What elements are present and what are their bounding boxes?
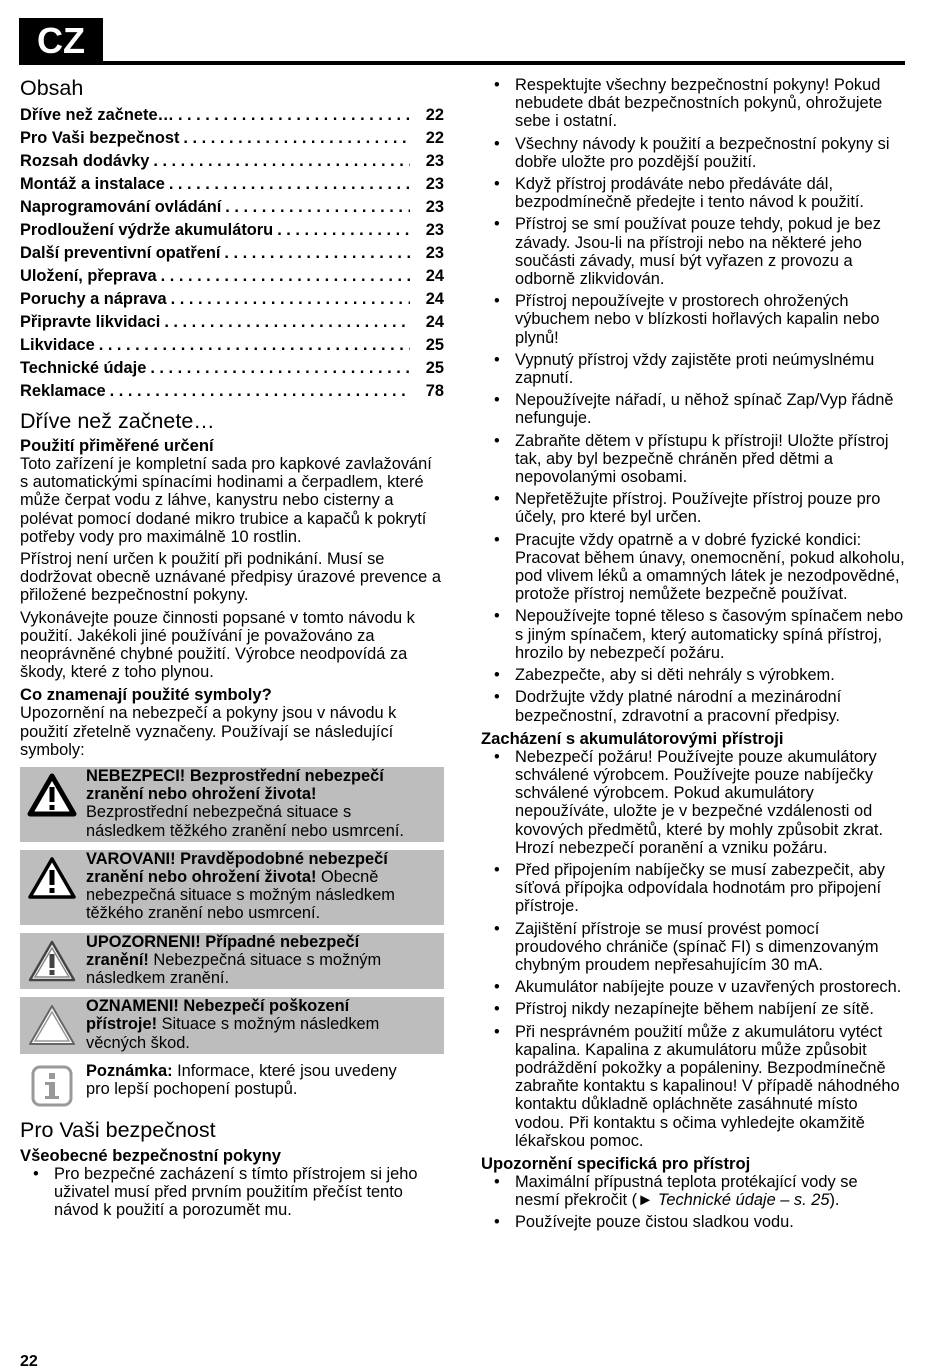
- usage-paragraph-1: Toto zařízení je kompletní sada pro kapkové zavlažování s automatickými spínacími hodinami a čerpadlem, které může čerpat vodu z láhve, kanystru nebo cisterny a polévat pomocí dodané mikro trubice a kapačů k pokrytí potřeby vody pro maximálně 10 rostlin.: [20, 455, 432, 546]
- specific-subheading: Upozornění specifická pro přístroj: [481, 1153, 751, 1173]
- toc-leader-dots: [183, 127, 410, 150]
- toc-entry[interactable]: [20, 196, 444, 219]
- list-item: [481, 490, 906, 526]
- toc-leader-dots: [164, 311, 410, 334]
- toc-entry-title: Prodloužení výdrže akumulátoru: [20, 221, 274, 239]
- danger-warning-icon: [20, 767, 84, 842]
- before-heading: Dříve než začnete…: [20, 409, 215, 433]
- notice-box-text: Situace s možným následkem věcných škod.: [86, 1015, 380, 1052]
- bullet-icon: •: [494, 978, 500, 997]
- list-item-text: Nebezpečí požáru! Používejte pouze akumulátory schválené výrobcem. Používejte pouze nabíječky schválené výrobcem. Pokud akumulátory nepoužíváte, uložte je v bezpečné vzdálenosti od kovových předmětů, které by mohly způsobit zkrat. Hrozí nebezpečí poranění a vzniku požáru.: [515, 747, 884, 857]
- bullet-icon: •: [494, 747, 500, 766]
- bullet-icon: •: [494, 431, 500, 450]
- toc-leader-dots: [153, 150, 410, 173]
- toc-entry[interactable]: [20, 357, 444, 380]
- caution-icon: [20, 933, 84, 990]
- battery-safety-list: [481, 748, 906, 1150]
- toc-leader-dots: [161, 265, 410, 288]
- list-item: [481, 1023, 906, 1150]
- list-item: [481, 861, 906, 916]
- list-item-text: Zajištění přístroje se musí provést pomocí proudového chrániče (spínač FI) s dimenzovaným chybným proudem nepřesahujícím 30 mA.: [515, 919, 879, 974]
- note-box-text: Informace, které jsou uvedeny pro lepší pochopení postupů.: [86, 1061, 397, 1099]
- list-item: [481, 391, 906, 427]
- list-item: [481, 607, 906, 662]
- toc-entry-page: 24: [425, 290, 444, 308]
- list-item: [481, 978, 906, 996]
- list-item: [481, 688, 906, 724]
- toc-leader-dots: [150, 357, 410, 380]
- list-item: [20, 1165, 444, 1220]
- bullet-icon: •: [494, 530, 500, 549]
- toc-entry-title: Pro Vaši bezpečnost: [20, 129, 180, 147]
- toc-entry-page: 24: [425, 267, 444, 285]
- danger-box: [20, 767, 444, 842]
- toc-entry-title: Poruchy a náprava: [20, 290, 167, 308]
- caution-box-title: UPOZORNENI! Případné nebezpečí zranění!: [86, 932, 360, 969]
- toc-entry-title: Dříve než začnete…: [20, 106, 174, 124]
- list-item-text: Pro bezpečné zacházení s tímto přístrojem si jeho uživatel musí před prvním použitím přečíst tento návod k použití a porozumět mu.: [54, 1164, 418, 1220]
- toc-leader-dots: [110, 380, 410, 403]
- header-rule: [19, 61, 905, 65]
- list-item-text: Zabezpečte, aby si děti nehrály s výrobkem.: [515, 666, 835, 685]
- list-item: [481, 215, 906, 288]
- list-item: [481, 351, 906, 387]
- general-safety-list-left: [20, 1165, 444, 1220]
- bullet-icon: •: [494, 919, 500, 938]
- toc-entry[interactable]: [20, 219, 444, 242]
- warning-box-text: Obecně nebezpečná situace s možným následkem těžkého zranění nebo usmrcení.: [86, 868, 395, 923]
- bullet-icon: •: [494, 350, 500, 369]
- list-item-text: Pracujte vždy opatrně a v dobré fyzické kondici: Pracovat během únavy, onemocnění, pokud alkoholu, pod vlivem léků a omamných látek je nezodpovědné, protože přístroj nemůžete bezpečně používat.: [515, 530, 905, 604]
- toc-entry-title: Likvidace: [20, 336, 95, 354]
- bullet-icon: •: [494, 1022, 500, 1041]
- list-item: [481, 920, 906, 975]
- bullet-icon: •: [494, 391, 500, 410]
- page-number: 22: [20, 1353, 38, 1370]
- bullet-icon: •: [494, 666, 500, 685]
- toc-leader-dots: [169, 173, 410, 196]
- toc-leader-dots: [224, 242, 410, 265]
- list-item: [481, 531, 906, 604]
- warning-box: [20, 850, 444, 925]
- list-item: [481, 135, 906, 171]
- toc-entry[interactable]: [20, 380, 444, 403]
- list-item-text: Když přístroj prodáváte nebo předáváte dál, bezpodmínečně předejte i tento návod k použití.: [515, 175, 864, 212]
- danger-box-text: Bezprostřední nebezpečná situace s následkem těžkého zranění nebo usmrcení.: [86, 803, 404, 840]
- toc-entry[interactable]: [20, 288, 444, 311]
- bullet-icon: •: [494, 134, 500, 153]
- toc-entry-page: 22: [425, 106, 444, 124]
- cross-reference-link[interactable]: ► Technické údaje – s. 25: [637, 1191, 830, 1210]
- bullet-icon: •: [494, 688, 500, 707]
- list-item-text: Před připojením nabíječky se musí zabezpečit, aby síťová přípojka odpovídala hodnotám pro připojení přístroje.: [515, 860, 885, 916]
- list-item-text: Přístroj nepoužívejte v prostorech ohrožených výbuchem nebo v blízkosti hořlavých kapalin nebo plynů!: [515, 292, 880, 347]
- toc-entry[interactable]: [20, 104, 444, 127]
- list-item: • Používejte pouze čistou sladkou vodu.: [494, 1213, 794, 1232]
- toc-entry-title: Rozsah dodávky: [20, 152, 150, 170]
- toc-entry-page: 24: [425, 313, 444, 331]
- toc-entry-title: Další preventivní opatření: [20, 244, 221, 262]
- toc-leader-dots: [99, 334, 410, 357]
- toc-entry[interactable]: [20, 311, 444, 334]
- toc-entry[interactable]: [20, 242, 444, 265]
- list-item: [481, 432, 906, 487]
- general-safety-list-right: [481, 76, 906, 725]
- bullet-icon: •: [494, 292, 500, 311]
- toc-leader-dots: [171, 288, 410, 311]
- symbols-subheading: Co znamenají použité symboly?: [20, 685, 272, 705]
- list-item-text: Přístroj nikdy nezapínejte během nabíjení ze sítě.: [515, 1000, 874, 1019]
- list-item: [481, 292, 906, 347]
- list-item-text: Při nesprávném použití může z akumulátoru vytéct kapalina. Kapalina z akumulátoru může způsobit podráždění pokožky a popáleniny. Bezpodmínečně zabraňte kontaktu s kapalinou! V případě náhodného kontaktu důkladně opláchněte zasáhnuté místo vodou. Při kontaktu s očima vyhledejte okamžitě lékařskou pomoc.: [515, 1022, 900, 1150]
- toc-entry-page: 25: [425, 336, 444, 354]
- bullet-icon: •: [494, 215, 500, 234]
- danger-box-title: NEBEZPECI! Bezprostřední nebezpečí zranění nebo ohrožení života!: [86, 767, 384, 804]
- left-column: [20, 76, 444, 1224]
- toc-entry-title: Montáž a instalace: [20, 175, 165, 193]
- toc-entry-page: 78: [425, 382, 444, 400]
- specific-safety-list: [481, 1173, 906, 1232]
- warning-icon: [20, 850, 84, 925]
- toc-leader-dots: [277, 219, 410, 242]
- toc-leader-dots: [225, 196, 410, 219]
- list-item-text: Přístroj se smí používat pouze tehdy, pokud je bez závady. Jsou-li na přístroji nebo na některé jeho součásti závady, musí být vyřazen z provozu a odborně zlikvidován.: [515, 215, 881, 289]
- toc-entry-page: 23: [425, 175, 444, 193]
- note-box-title: Poznámka:: [86, 1061, 173, 1080]
- general-safety-subheading: Všeobecné bezpečnostní pokyny: [20, 1145, 281, 1165]
- list-item-text: Vypnutý přístroj vždy zajistěte proti neúmyslnému zapnutí.: [515, 350, 875, 388]
- list-item: [481, 748, 906, 857]
- notice-box: [20, 997, 444, 1054]
- symbols-paragraph: Upozornění na nebezpečí a pokyny jsou v návodu k použití zřetelně vyznačeny. Používají se následující symboly:: [20, 704, 397, 759]
- usage-paragraph-2: Přístroj není určen k použití při podnikání. Musí se dodržovat obecně uznávané předpisy úrazové prevence a přiložené bezpečnostní pokyny.: [20, 550, 441, 605]
- list-item-text: Nepoužívejte nářadí, u něhož spínač Zap/Vyp řádně nefunguje.: [515, 391, 894, 428]
- toc-entry-title: Uložení, přeprava: [20, 267, 157, 285]
- list-item-text: Nepřetěžujte přístroj. Používejte přístroj pouze pro účely, pro které byl určen.: [515, 490, 881, 527]
- right-column: [481, 76, 906, 1236]
- toc-entry-page: 23: [425, 198, 444, 216]
- toc-leader-dots: [178, 104, 410, 127]
- list-item-text: Všechny návody k použití a bezpečnostní pokyny si dobře uložte pro pozdější použití.: [515, 134, 890, 171]
- toc-entry[interactable]: [20, 173, 444, 196]
- list-item: [481, 666, 906, 684]
- bullet-icon: •: [494, 175, 500, 194]
- usage-subheading: Použití přiměřené určení: [20, 436, 214, 455]
- bullet-icon: •: [494, 76, 500, 94]
- notice-icon: [20, 997, 84, 1054]
- battery-subheading: Zacházení s akumulátorovými přístroji: [481, 728, 784, 748]
- bullet-icon: •: [494, 1000, 500, 1019]
- toc-entry[interactable]: [20, 334, 444, 357]
- caution-box-text: Nebezpečná situace s možným následkem zranění.: [86, 950, 382, 988]
- toc-entry-page: 25: [425, 359, 444, 377]
- toc-entry-title: Reklamace: [20, 382, 106, 400]
- notice-box-title: OZNAMENI! Nebezpečí poškození přístroje!: [86, 997, 350, 1034]
- warning-box-title: VAROVANI! Pravděpodobné nebezpečí zranění nebo ohrožení života!: [86, 849, 388, 887]
- toc-entry-page: 23: [425, 152, 444, 170]
- list-item: [481, 76, 906, 131]
- toc-entry[interactable]: [20, 265, 444, 288]
- toc-entry-title: Připravte likvidaci: [20, 313, 161, 331]
- toc-entry[interactable]: [20, 127, 444, 150]
- list-item: [481, 175, 906, 211]
- table-of-contents: [20, 104, 444, 403]
- list-item: • Maximální přípustná teplota protékající vody se nesmí překročit (► Technické údaje – s. 25).: [494, 1172, 858, 1210]
- usage-paragraph-3: Vykonávejte pouze činnosti popsané v tomto návodu k použití. Jakékoli jiné používání je považováno za neoprávněné chybné použití. Výrobce neodpovídá za škody, které z toho plynou.: [20, 608, 415, 682]
- safety-heading: Pro Vaši bezpečnost: [20, 1117, 216, 1142]
- info-icon: [20, 1062, 84, 1108]
- list-item-text: Respektujte všechny bezpečnostní pokyny! Pokud nebudete dbát bezpečnostních pokynů, ohrožujete sebe i ostatní.: [515, 76, 883, 131]
- note-box: [20, 1062, 444, 1108]
- list-item-text: Akumulátor nabíjejte pouze v uzavřených prostorech.: [515, 978, 902, 997]
- bullet-icon: •: [33, 1164, 39, 1183]
- toc-entry-page: 22: [425, 129, 444, 147]
- toc-entry-title: Technické údaje: [20, 359, 147, 377]
- toc-heading: Obsah: [20, 76, 84, 100]
- list-item-text: Dodržujte vždy platné národní a mezinárodní bezpečnostní, zdravotní a pracovní předpisy.: [515, 688, 842, 725]
- caution-box: [20, 933, 444, 990]
- toc-entry-page: 23: [425, 244, 444, 262]
- list-item-text: Nepoužívejte topné těleso s časovým spínačem nebo s jiným spínačem, který automaticky spíná přístroj, hrozilo by nebezpečí požáru.: [515, 607, 904, 662]
- toc-entry[interactable]: [20, 150, 444, 173]
- language-tab: CZ: [19, 18, 103, 64]
- list-item-text: Zabraňte dětem v přístupu k přístroji! Uložte přístroj tak, aby byl bezpečně chráněn před dětmi a nepovolanými osobami.: [515, 431, 889, 487]
- bullet-icon: •: [494, 860, 500, 879]
- toc-entry-page: 23: [425, 221, 444, 239]
- list-item: [481, 1000, 906, 1018]
- toc-entry-title: Naprogramování ovládání: [20, 198, 222, 216]
- bullet-icon: •: [494, 607, 500, 626]
- bullet-icon: •: [494, 490, 500, 509]
